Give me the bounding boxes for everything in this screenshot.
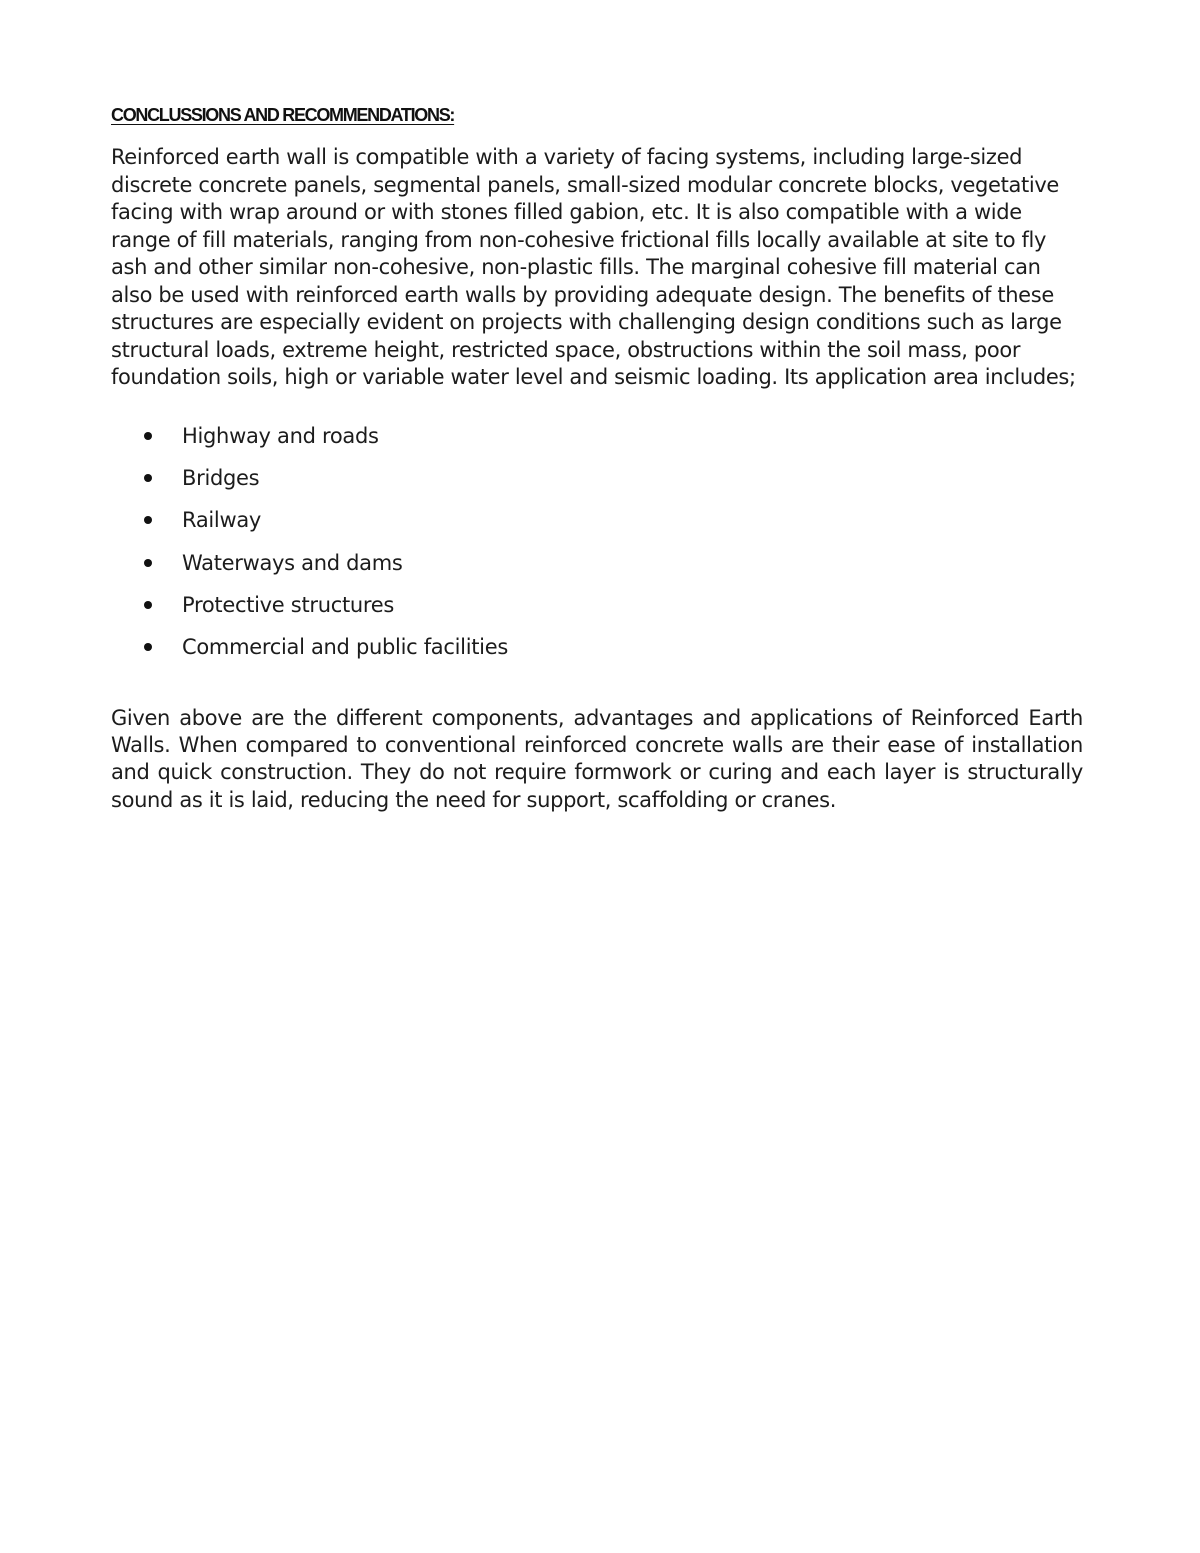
bullet-icon: [144, 432, 152, 440]
list-item: [111, 464, 1083, 506]
bullet-icon: [144, 559, 152, 567]
list-item: [111, 422, 1083, 464]
list-item-text: Waterways and dams: [182, 550, 403, 575]
applications-list: [111, 422, 1083, 676]
bullet-icon: [144, 474, 152, 482]
list-item-text: Bridges: [182, 465, 260, 490]
list-item: [111, 549, 1083, 591]
conclusion-paragraph: Given above are the different components, advantages and applications of Reinforced Earth Walls. When compared to conventional reinforced concrete walls are their ease of installation and quick construction. They do not require formwork or curing and each layer is structurally sound as it is laid, reducing the need for support, scaffolding or cranes.: [111, 705, 1083, 812]
list-item: [111, 506, 1083, 548]
bullet-icon: [144, 516, 152, 524]
list-item-text: Protective structures: [182, 593, 395, 618]
bullet-icon: [144, 643, 152, 651]
list-item: [111, 633, 1083, 675]
list-item-text: Commercial and public facilities: [182, 635, 508, 660]
list-item-text: Railway: [182, 508, 262, 533]
document-page: [111, 100, 1083, 814]
section-heading: CONCLUSSIONS AND RECOMMENDATIONS:: [111, 105, 455, 125]
list-item: [111, 591, 1083, 633]
intro-paragraph: Reinforced earth wall is compatible with a variety of facing systems, including large-sized discrete concrete panels, segmental panels, small-sized modular concrete blocks, vegetative facing with wrap around or with stones filled gabion, etc. It is also compatible with a wide range of fill materials, ranging from non-cohesive frictional fills locally available at site to fly ash and other similar non-cohesive, non-plastic fills. The marginal cohesive fill material can also be used with reinforced earth walls by providing adequate design. The benefits of these structures are especially evident on projects with challenging design conditions such as large structural loads, extreme height, restricted space, obstructions within the soil mass, poor foundation soils, high or variable water level and seismic loading. Its application area includes;: [111, 145, 1076, 389]
list-item-text: Highway and roads: [182, 423, 379, 448]
bullet-icon: [144, 601, 152, 609]
